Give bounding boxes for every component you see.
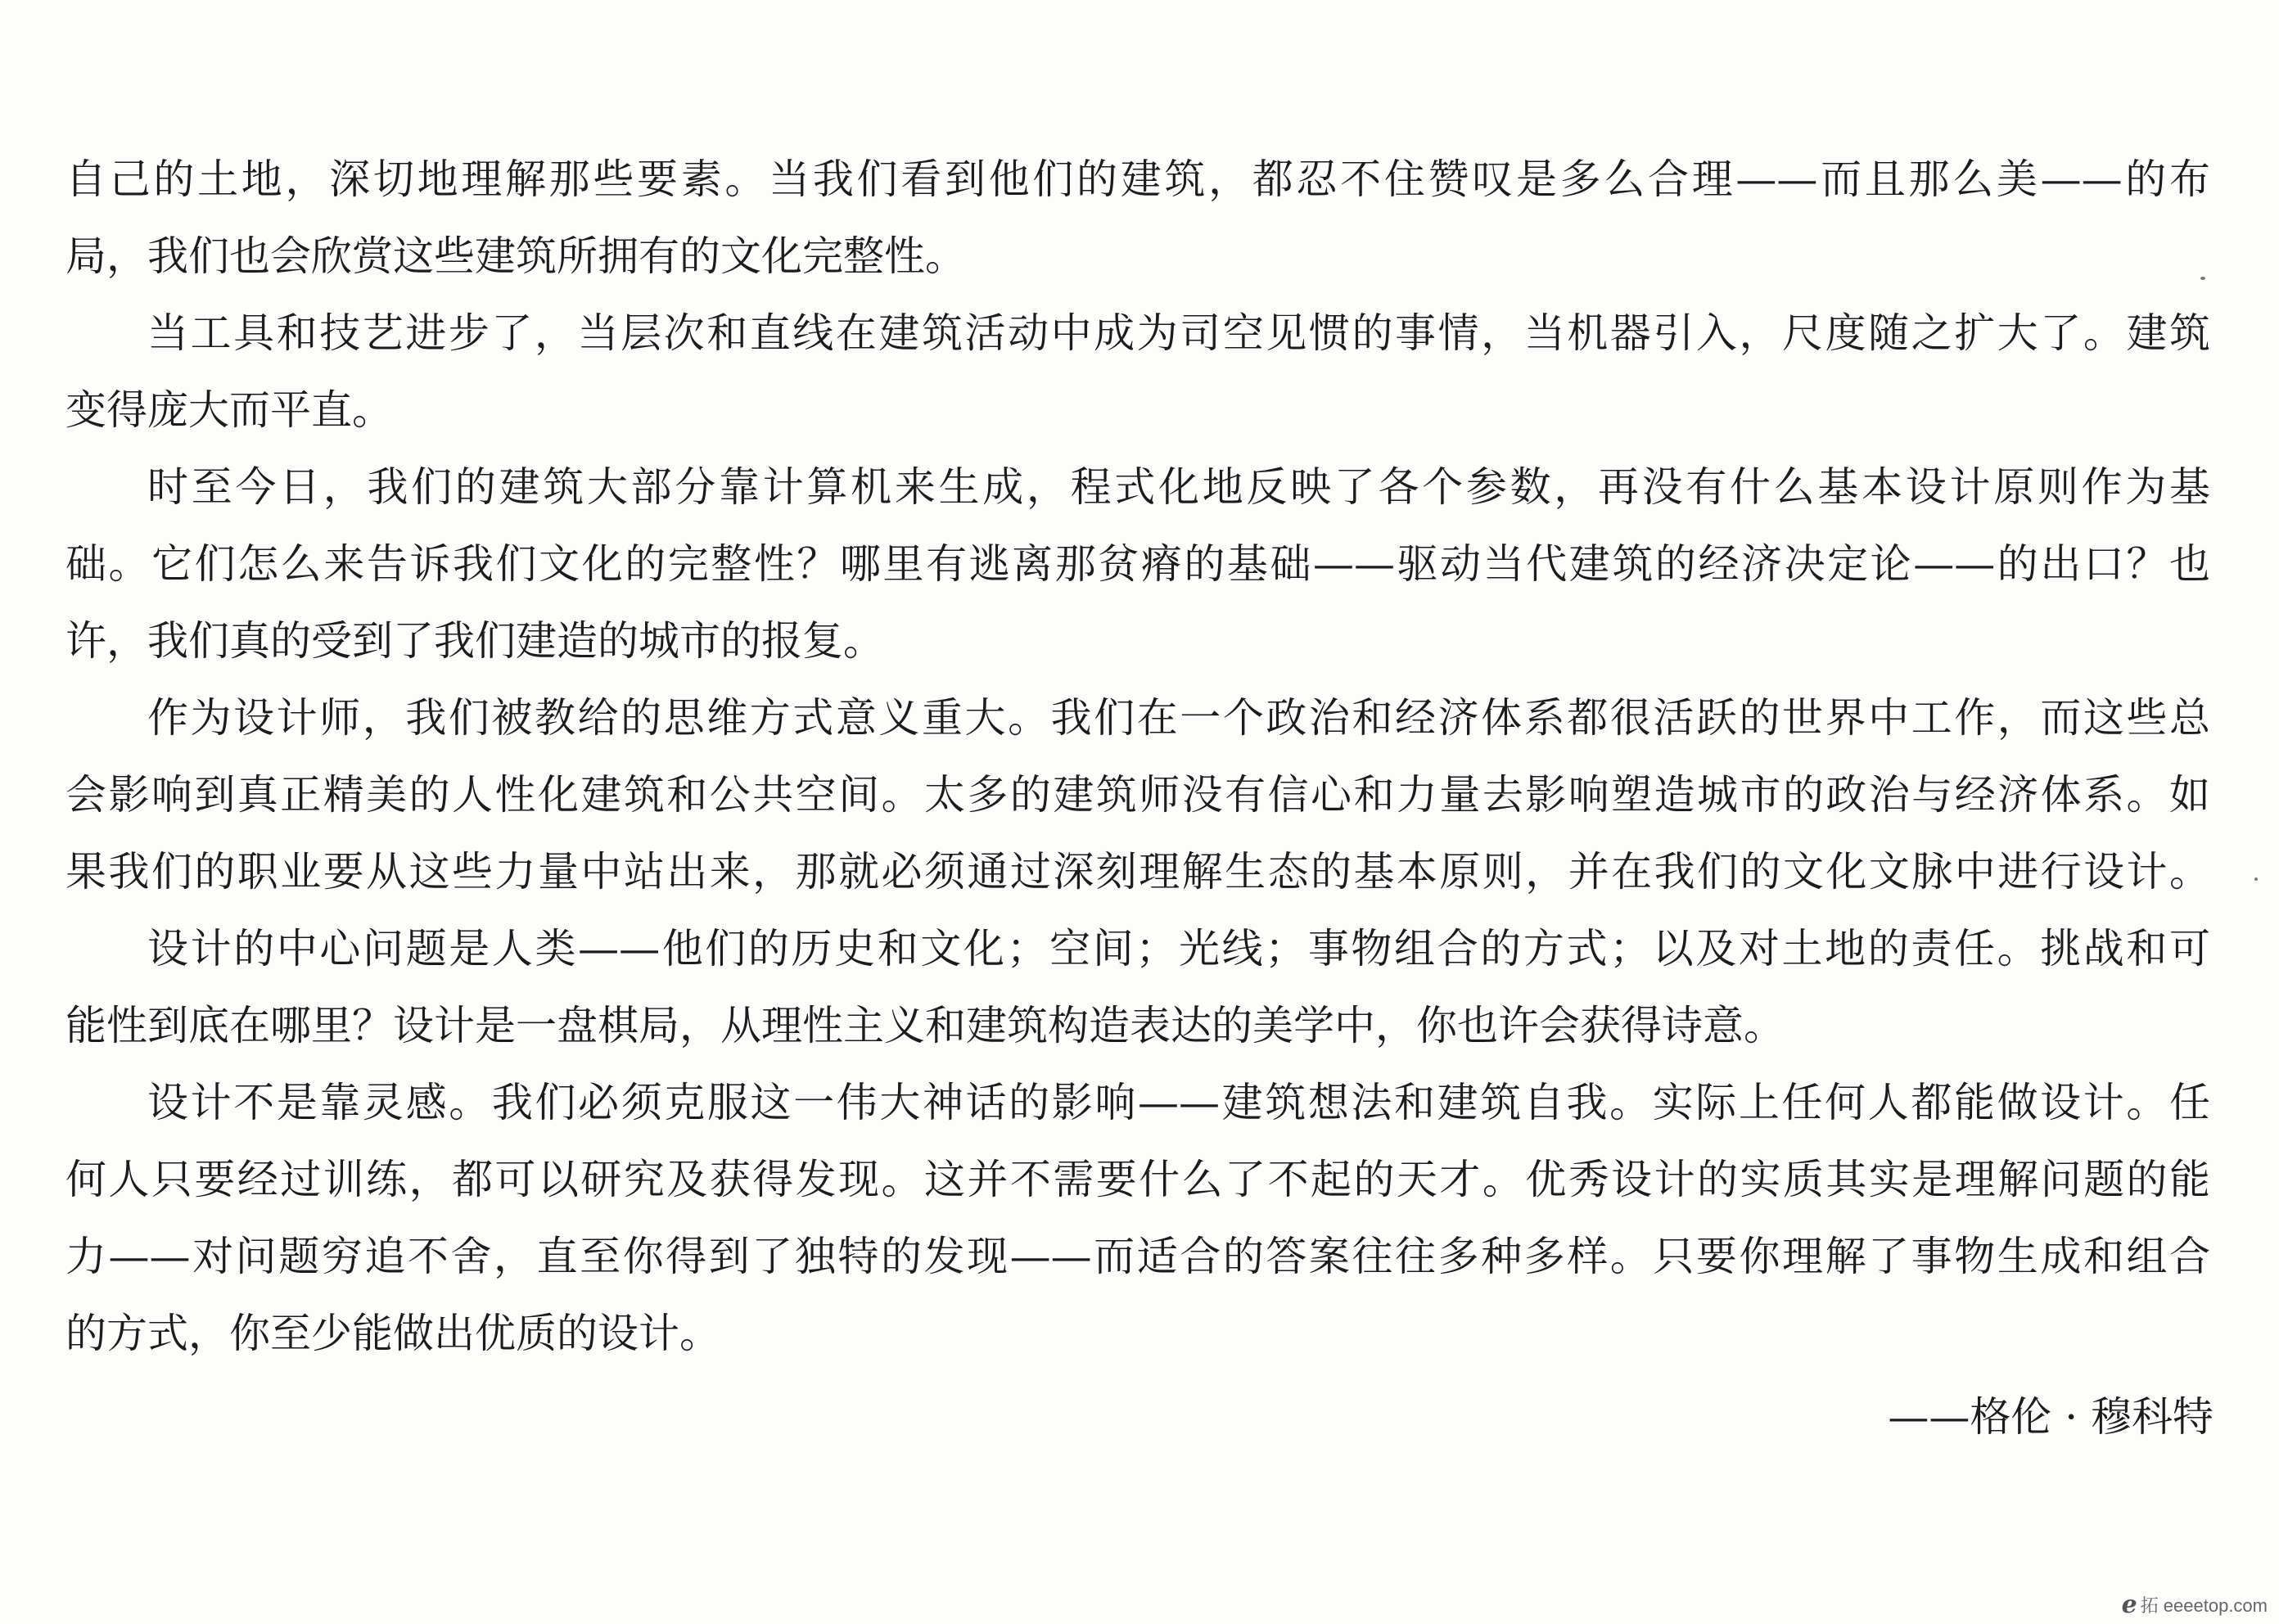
text-line: 设计不是靠灵感。我们必须克服这一伟大神话的影响——建筑想法和建筑自我。实际上任何人都能做设计。任 [147,1079,2210,1126]
scan-speck [2254,877,2258,881]
scan-speck [2200,277,2205,280]
text-line: 设计的中心问题是人类——他们的历史和文化；空间；光线；事物组合的方式；以及对土地的责任。挑战和可 [147,925,2210,972]
text-line: 局，我们也会欣赏这些建筑所拥有的文化完整性。 [65,232,966,280]
text-line: 当工具和技艺进步了，当层次和直线在建筑活动中成为司空见惯的事情，当机器引入，尺度随之扩大了。建筑 [147,309,2210,357]
text-line: 变得庞大而平直。 [65,386,393,434]
text-line: 会影响到真正精美的人性化建筑和公共空间。太多的建筑师没有信心和力量去影响塑造城市的政治与经济体系。如 [65,771,2210,819]
text-line: 能性到底在哪里？设计是一盘棋局，从理性主义和建筑构造表达的美学中，你也许会获得诗意。 [65,1002,1785,1049]
text-line: 许，我们真的受到了我们建造的城市的报复。 [65,617,884,665]
watermark-text: 拓 eeeetop.com [2140,1595,2268,1616]
text-line: 的方式，你至少能做出优质的设计。 [65,1310,720,1357]
text-line: 果我们的职业要从这些力量中站出来，那就必须通过深刻理解生态的基本原则，并在我们的文化文脉中进行设计。 [65,848,2210,895]
body-text [65,141,2210,1372]
text-line: 自己的土地，深切地理解那些要素。当我们看到他们的建筑，都忍不住赞叹是多么合理——而且那么美——的布 [65,156,2210,203]
watermark-logo: e [2121,1590,2137,1619]
text-line: 作为设计师，我们被教给的思维方式意义重大。我们在一个政治和经济体系都很活跃的世界中工作，而这些总 [147,694,2210,742]
text-line: 础。它们怎么来告诉我们文化的完整性？哪里有逃离那贫瘠的基础——驱动当代建筑的经济决定论——的出口？也 [65,540,2210,588]
text-line: 力——对问题穷追不舍，直至你得到了独特的发现——而适合的答案往往多种多样。只要你理解了事物生成和组合 [65,1233,2210,1280]
text-line: 何人只要经过训练，都可以研究及获得发现。这并不需要什么了不起的天才。优秀设计的实质其实是理解问题的能 [65,1156,2210,1203]
author-signature: ——格伦 · 穆科特 [1888,1393,2214,1441]
text-line: 时至今日，我们的建筑大部分靠计算机来生成，程式化地反映了各个参数，再没有什么基本设计原则作为基 [147,463,2210,511]
watermark [2122,1590,2268,1619]
